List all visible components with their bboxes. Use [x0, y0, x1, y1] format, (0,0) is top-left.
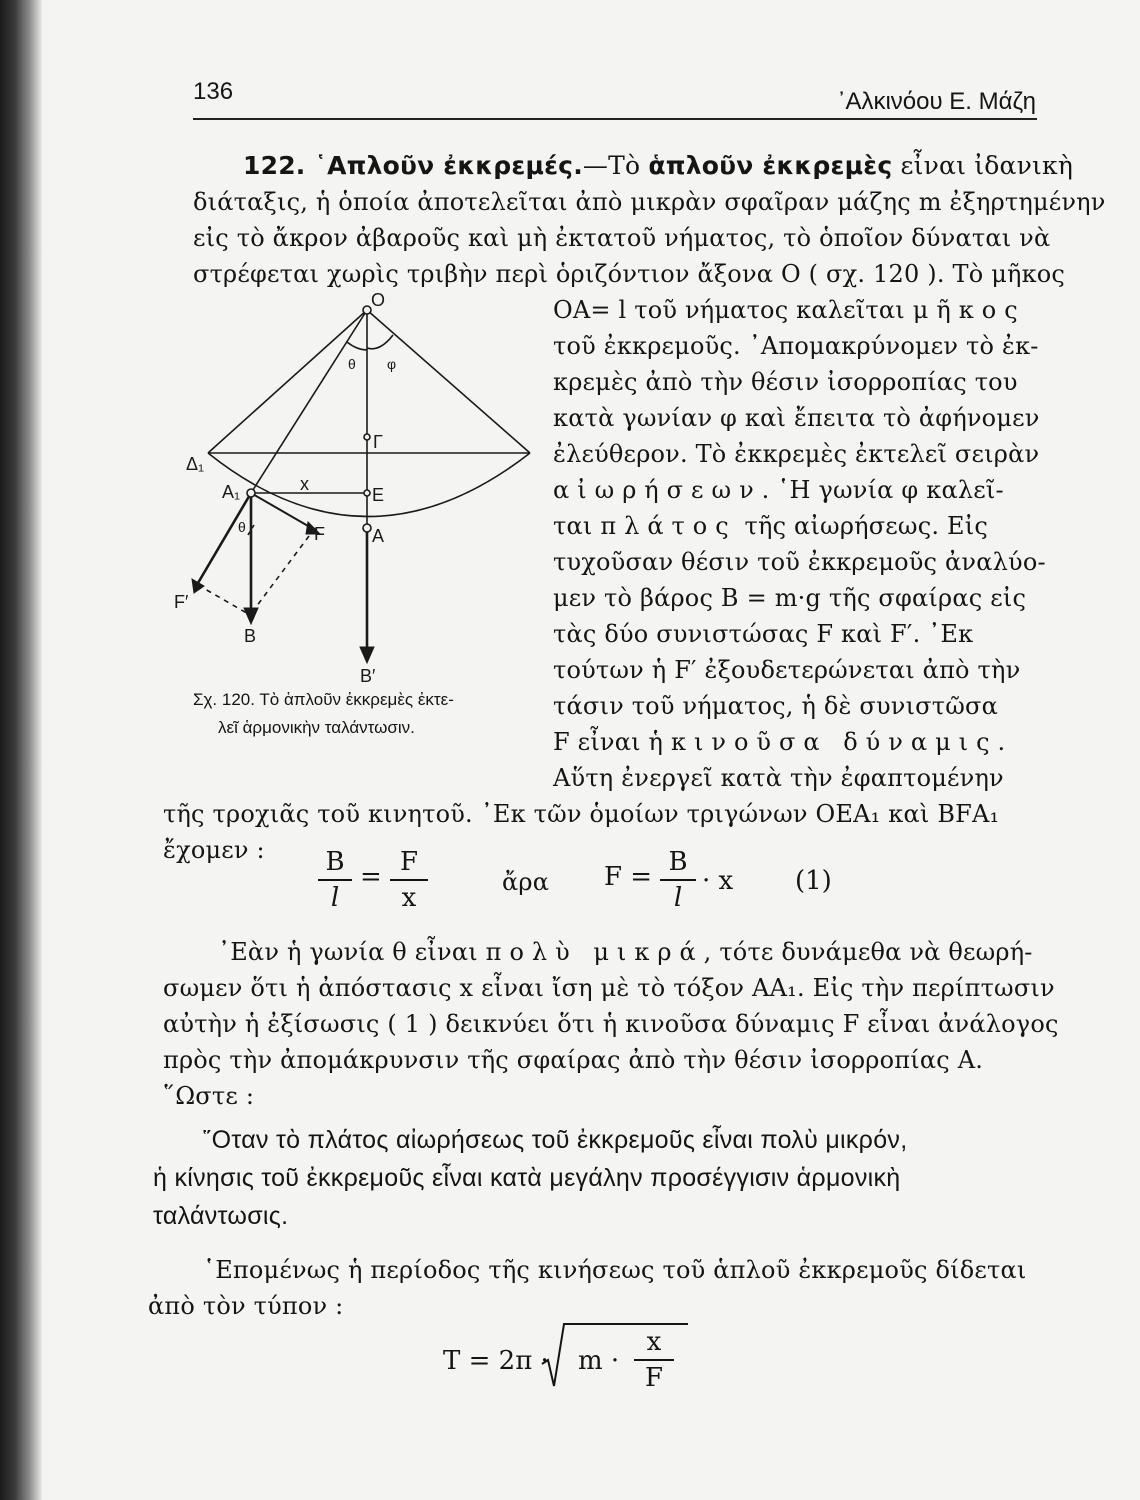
fraction-bar	[318, 879, 352, 881]
statement-line: ταλάντωσις.	[153, 1202, 289, 1230]
body-line	[553, 724, 1005, 760]
body-line: Αὕτη ἐνεργεῖ κατὰ τὴν ἐφαπτομένην	[553, 764, 1004, 792]
body-line: ἀπὸ τὸν τύπον :	[148, 1292, 344, 1320]
body-line	[553, 472, 1004, 508]
label-O: O	[371, 290, 386, 310]
section-rest: εἶναι ἰδανικὴ	[892, 151, 1074, 180]
phi-arc	[367, 335, 393, 349]
body-line: τῆς τροχιᾶς τοῦ κινητοῦ. ᾽Εκ τῶν ὁμοίων τριγώνων ΟΕΑ₁ καὶ ΒFΑ₁	[163, 800, 1000, 828]
section-dash: —Τὸ	[582, 151, 649, 180]
numerator: F	[399, 847, 419, 877]
cone-right-line	[367, 310, 530, 453]
force-vector-Fprime	[198, 493, 251, 583]
F-equals: F =	[604, 862, 653, 892]
body-line	[218, 934, 1033, 970]
body-text: . ῾Η γωνία φ καλεῖ-	[761, 476, 1004, 504]
section-title: 122. ῾Απλοῦν ἐκκρεμές.	[243, 151, 583, 180]
emphasis-text: μῆκος	[912, 296, 1026, 324]
emphasis-text: κινοῦσα δύναμις	[670, 728, 998, 756]
bob-point-A	[363, 524, 371, 532]
label-phi: φ	[387, 356, 397, 372]
body-line: ἐλεύθερον. Τὸ ἐκκρεμὲς ἐκτελεῖ σειρὰν	[553, 440, 1040, 468]
theta-arc	[347, 342, 367, 350]
denominator: x	[401, 883, 417, 913]
fraction-bar	[660, 879, 696, 881]
body-line: ῞Ωστε :	[163, 1082, 255, 1110]
frac-x-over-F	[634, 1328, 674, 1392]
label-A: A	[372, 526, 385, 546]
point-G	[364, 434, 370, 440]
equals-sign: =	[360, 862, 382, 892]
times-x: · x	[702, 866, 734, 896]
body-line: στρέφεται χωρὶς τριβὴν περὶ ὁριζόντιον ἄξονα Ο ( σχ. 120 ). Τὸ μῆκος	[193, 260, 1066, 288]
arrowhead-B	[244, 608, 258, 624]
equation-label: (1)	[795, 866, 832, 896]
arrowhead-Bprime	[360, 647, 374, 663]
period-lhs: T = 2π ·	[443, 1346, 549, 1376]
body-line: τάσιν τοῦ νήματος, ἡ δὲ συνιστῶσα	[553, 692, 998, 720]
page-number: 136	[193, 78, 234, 105]
label-Gamma: Γ	[373, 432, 383, 452]
statement-line: ἡ κίνησις τοῦ ἐκκρεμοῦς εἶναι κατὰ μεγάλην προσέγγισιν ἁρμονικὴ	[153, 1164, 901, 1192]
body-text: ται	[553, 512, 601, 540]
body-line: μεν τὸ βάρος Β = m·g τῆς σφαίρας εἰς	[553, 584, 1027, 612]
frac-B-over-l	[318, 848, 352, 912]
body-text: ΟΑ= l τοῦ νήματος καλεῖται	[553, 296, 913, 324]
label-B: B	[244, 626, 257, 646]
dashed-bottom	[198, 585, 250, 615]
numerator: B	[325, 847, 345, 877]
label-A1: A₁	[222, 482, 241, 502]
label-theta-2: θ	[238, 519, 246, 535]
body-line: τούτων ἡ F′ ἐξουδετερώνεται ἀπὸ τὴν	[553, 656, 1021, 684]
body-text: ᾽Εὰν ἡ γωνία θ εἶναι	[218, 938, 486, 966]
running-header-author: ᾽Αλκινόου Ε. Μάζη	[837, 88, 1036, 115]
denominator: F	[644, 1363, 664, 1393]
pivot-point-O	[363, 306, 371, 314]
body-line	[553, 508, 988, 544]
label-Fprime: F′	[174, 592, 189, 612]
denominator: l	[673, 883, 683, 913]
body-line: ἔχομεν :	[163, 836, 265, 864]
label-D1: Δ₁	[186, 454, 205, 474]
section-term: ἁπλοῦν ἐκκρεμὲς	[648, 151, 893, 180]
body-line: διάταξις, ἡ ὁποία ἀποτελεῖται ἀπὸ μικρὰν σφαῖραν μάζης m ἐξηρτημένην	[193, 188, 1106, 216]
body-line: τυχοῦσαν θέσιν τοῦ ἐκκρεμοῦς ἀναλύο-	[553, 548, 1046, 576]
body-line: πρὸς τὴν ἀπομάκρυνσιν τῆς σφαίρας ἀπὸ τὴν θέσιν ἰσορροπίας Α.	[163, 1046, 984, 1074]
body-line: εἰς τὸ ἄκρον ἀβαροῦς καὶ μὴ ἐκτατοῦ νήματος, τὸ ὁποῖον δύναται νὰ	[193, 224, 1051, 252]
body-line: ῾Επομένως ἡ περίοδος τῆς κινήσεως τοῦ ἁπλοῦ ἐκκρεμοῦς δίδεται	[203, 1256, 1027, 1284]
numerator: x	[646, 1327, 662, 1357]
label-Bprime: B′	[360, 666, 376, 686]
string-displaced	[251, 310, 367, 493]
fraction-bar	[634, 1359, 674, 1361]
figure-caption-line2: λεῖ ἁρμονικὴν ταλάντωσιν.	[218, 718, 415, 737]
body-text: F εἶναι ἡ	[553, 728, 671, 756]
emphasis-text: πλάτος	[600, 512, 737, 540]
label-x: x	[300, 474, 309, 494]
frac-B-over-l-2	[660, 848, 696, 912]
body-line: σωμεν ὅτι ἡ ἀπόστασις x εἶναι ἴση μὲ τὸ τόξον ΑΑ₁. Εἰς τὴν περίπτωσιν	[163, 974, 1055, 1002]
denominator: l	[330, 883, 340, 913]
fraction-bar	[390, 879, 428, 881]
bob-point-A1	[247, 489, 255, 497]
body-line: κρεμὲς ἀπὸ τὴν θέσιν ἰσορροπίας του	[553, 368, 1018, 396]
body-line: τοῦ ἐκκρεμοῦς. ᾽Απομακρύνομεν τὸ ἐκ-	[553, 332, 1039, 360]
body-line: τὰς δύο συνιστώσας F καὶ F′. ᾽Εκ	[553, 620, 974, 648]
point-E	[364, 490, 370, 496]
body-text: .	[997, 728, 1006, 756]
frac-F-over-x	[390, 848, 428, 912]
body-line: κατὰ γωνίαν φ καὶ ἔπειτα τὸ ἀφήνομεν	[553, 404, 1040, 432]
emphasis-text: πολὺ μικρά	[485, 938, 704, 966]
label-E: E	[372, 485, 385, 505]
pendulum-figure	[174, 290, 550, 690]
label-F: F	[314, 524, 325, 544]
section-heading-line	[243, 148, 1073, 184]
body-text: τῆς αἰωρήσεως. Εἰς	[736, 512, 988, 540]
cone-left-line	[208, 310, 367, 453]
radicand-m: m ·	[578, 1346, 620, 1376]
emphasis-text: αἰωρήσεων	[553, 476, 762, 504]
statement-line: ῞Οταν τὸ πλάτος αἰωρήσεως τοῦ ἐκκρεμοῦς εἶναι πολὺ μικρόν,	[203, 1126, 908, 1154]
label-theta: θ	[348, 356, 356, 372]
therefore-word: ἄρα	[502, 868, 550, 896]
dashed-parallel	[250, 528, 315, 615]
figure-caption-line1: Σχ. 120. Τὸ ἁπλοῦν ἐκκρεμὲς ἐκτε-	[193, 690, 454, 709]
header-rule	[193, 118, 1037, 120]
numerator: B	[668, 847, 688, 877]
body-line	[553, 292, 1026, 328]
body-line: αὐτὴν ἡ ἐξίσωσις ( 1 ) δεικνύει ὅτι ἡ κινοῦσα δύναμις F εἶναι ἀνάλογος	[163, 1010, 1059, 1038]
body-text: , τότε δυνάμεθα νὰ θεωρή-	[703, 938, 1033, 966]
